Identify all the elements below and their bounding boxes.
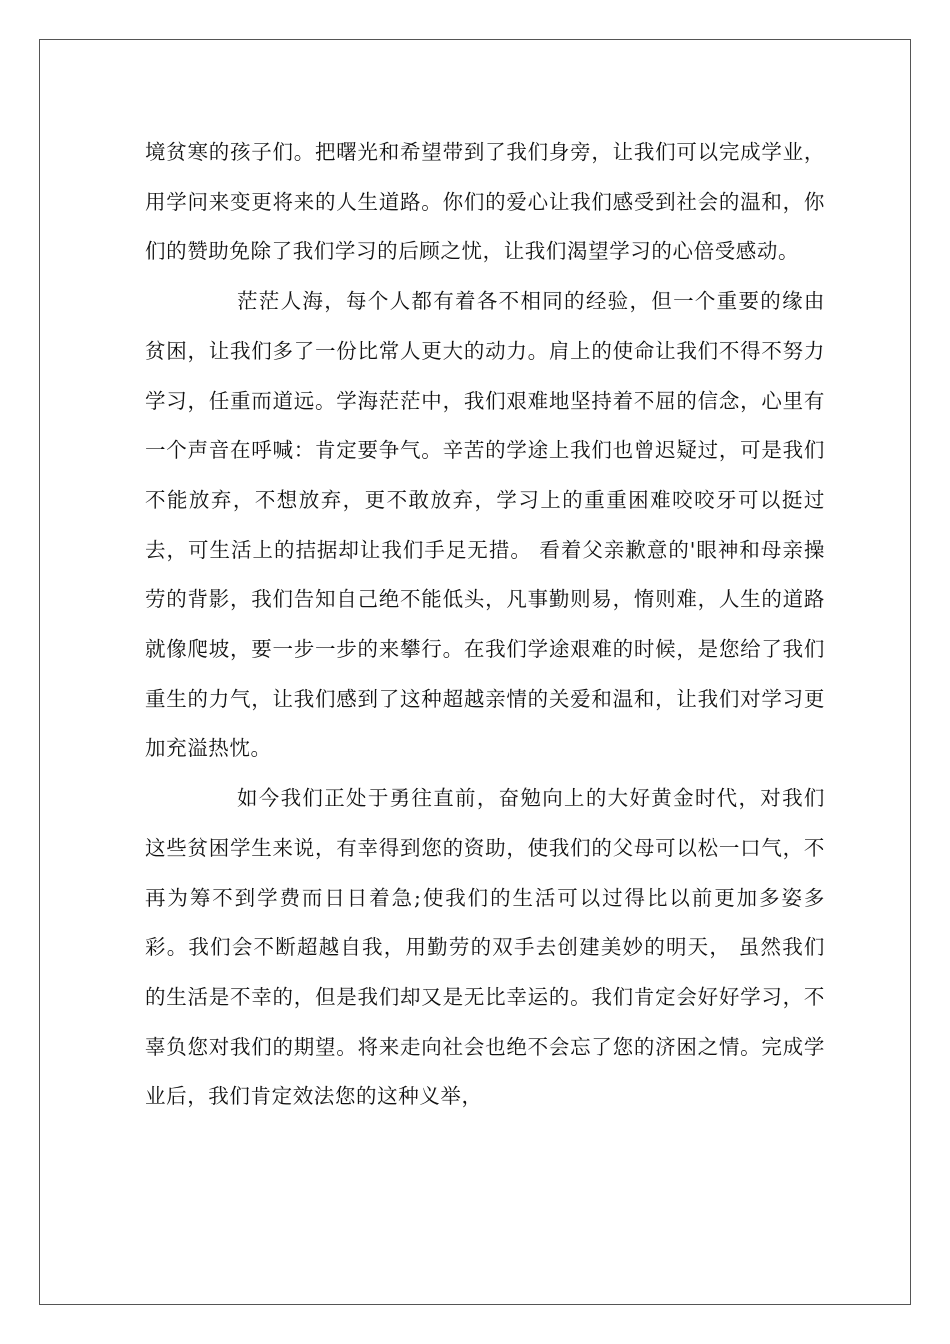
paragraph-2: 茫茫人海，每个人都有着各不相同的经验，但一个重要的缘由贫困，让我们多了一份比常人更大的动力。肩上的使命让我们不得不努力学习，任重而道远。学海茫茫中，我们艰难地坚持着不屈的信念，心里有一个声音在呼喊：肯定要争气。辛苦的学途上我们也曾迟疑过，可是我们不能放弃，不想放弃，更不敢放弃，学习上的重重困难咬咬牙可以挺过去，可生活上的拮据却让我们手足无措。 看着父亲歉意的'眼神和母亲操劳的背影，我们告知自己绝不能低头，凡事勤则易，惰则难，人生的道路就像爬坡，要一步一步的来攀行。在我们学途艰难的时候，是您给了我们重生的力气，让我们感到了这种超越亲情的关爱和温和，让我们对学习更加充溢热忱。 — [145, 289, 825, 761]
document-body — [145, 128, 825, 1122]
paragraph-1: 境贫寒的孩子们。把曙光和希望带到了我们身旁，让我们可以完成学业，用学问来变更将来的人生道路。你们的爱心让我们感受到社会的温和，你们的赞助免除了我们学习的后顾之忧，让我们渴望学习的心倍受感动。 — [145, 140, 825, 264]
paragraph-3: 如今我们正处于勇往直前，奋勉向上的大好黄金时代，对我们这些贫困学生来说，有幸得到您的资助，使我们的父母可以松一口气，不再为筹不到学费而日日着急;使我们的生活可以过得比以前更加多姿多彩。我们会不断超越自我，用勤劳的双手去创建美妙的明天， 虽然我们的生活是不幸的，但是我们却又是无比幸运的。我们肯定会好好学习，不辜负您对我们的期望。将来走向社会也绝不会忘了您的济困之情。完成学业后，我们肯定效法您的这种义举， — [145, 786, 825, 1109]
